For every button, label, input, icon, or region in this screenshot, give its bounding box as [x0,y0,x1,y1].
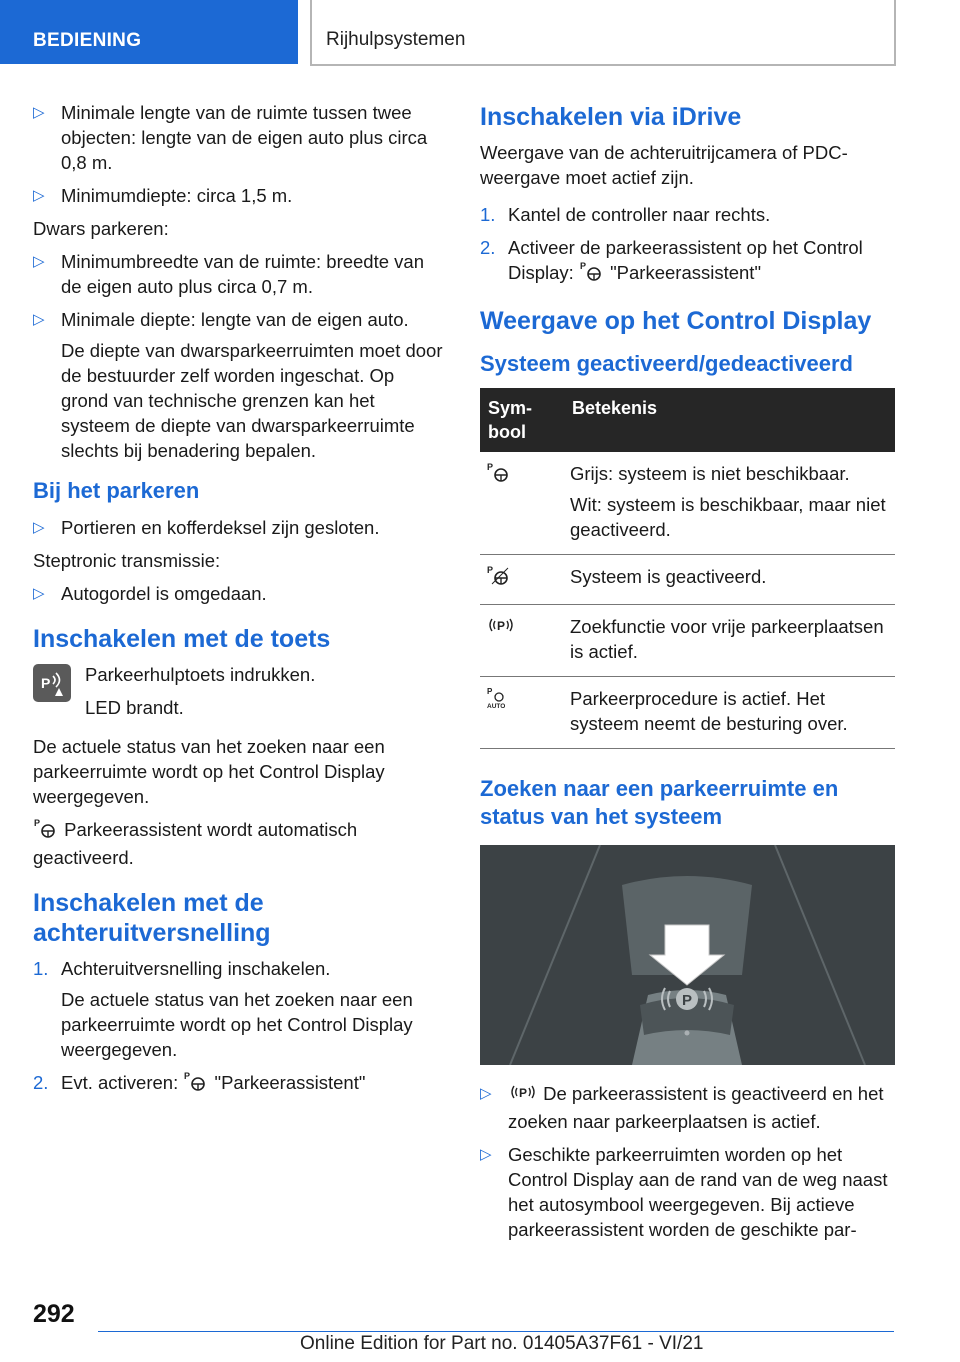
step-text: Achteruitversnelling inschakelen. [61,958,331,980]
section-tab [0,0,298,64]
park-assist-icon [183,1070,209,1098]
step-suffix: "Parkeerassistent" [610,262,762,283]
step-sub: De actuele status van het zoeken naar een parkeerruimte wordt op het Control Display weergegeven. [61,989,413,1061]
auto-activation-text [33,817,443,870]
svg-text:P: P [487,687,493,697]
park-auto-icon [486,686,512,716]
parking-illustration [480,845,895,1065]
meaning-cell [564,677,895,749]
idrive-intro: Weergave van de achteruitrijcamera of PDC-weergave moet actief zijn. [480,142,848,188]
page-number: 292 [33,1300,75,1328]
table-row [480,452,895,555]
step-number: 1. [33,958,49,980]
status-text: De actuele status van het zoeken naar een parkeerruimte wordt op het Control Display weergegeven. [33,736,385,807]
symbol-cell [480,677,564,749]
meaning-cell [564,605,895,677]
step-text: "Parkeerassistent" [214,1072,366,1094]
meaning-line: Systeem is geactiveerd. [570,566,767,588]
meaning-cell [564,555,895,605]
heading-system: Systeem geactiveerd/gedeactiveerd [480,351,853,377]
list-item: ▷ Minimumbreedte van de ruimte: breedte van de eigen auto plus circa 0,7 m. [33,249,443,299]
symbol-cell [480,605,564,677]
park-assist-active-icon [486,564,512,592]
table-row [480,555,895,605]
footer-rule [98,1331,894,1332]
list-item-text: Minimale diepte: lengte van de eigen auto. [61,309,409,330]
heading-parking: Bij het parkeren [33,478,200,503]
meaning-line: Grijs: systeem is niet beschikbaar. [570,463,850,485]
park-assist-icon [579,260,605,288]
auto-label: AUTO [487,703,506,711]
park-assist-icon [33,817,59,845]
col-meaning: Betekenis [564,388,895,452]
left-column [33,100,443,1106]
list-item-text: De parkeerassistent is geactiveerd en het zoeken naar parkeerplaatsen is actief. [508,1083,884,1133]
right-column [480,100,895,1250]
svg-text:P: P [41,675,51,691]
park-assist-button-icon [33,664,71,702]
steptronic-list [33,581,443,606]
step-item [480,202,895,227]
table-header-row [480,388,895,452]
table-row [480,677,895,749]
step-text: Activeer de parkeerassistent op het Control Display: [508,237,863,283]
step-number: 2. [33,1072,49,1094]
meaning-line: Zoekfunctie voor vrije parkeerplaatsen is actief. [570,616,884,663]
meaning-line: Parkeerprocedure is actief. Het systeem neemt de besturing over. [570,688,848,735]
park-assist-gray-icon [486,461,512,489]
steptronic-label: Steptronic transmissie: [33,550,221,571]
idrive-steps [480,202,895,288]
perpendicular-list [33,249,443,463]
heading-idrive: Inschakelen via iDrive [480,103,742,131]
list-item: ▷ Autogordel is omgedaan. [33,581,443,606]
button-action: Parkeerhulptoets indrukken. [85,664,316,685]
parking-conditions-list [33,515,443,540]
table-row [480,605,895,677]
symbol-cell [480,452,564,555]
footer-text: Online Edition for Part no. 01405A37F61 - VI/21 [300,1333,704,1354]
list-item [33,307,443,463]
col-symbol: Sym-bool [480,388,564,452]
svg-text:P: P [487,462,494,473]
svg-text:P: P [487,565,494,576]
space-length-list [33,100,443,208]
search-status-list [480,1081,895,1242]
park-search-icon [508,1081,538,1109]
list-item: ▷ Minimumdiepte: circa 1,5 m. [33,183,443,208]
svg-text:P: P [579,261,586,272]
svg-text:P: P [682,992,693,1010]
list-item: ▷ Geschikte parkeerruimten worden op het Control Display aan de rand van de weg naast het autosymbool weergegeven. Bij actieve parkeerassistent worden de geschikte par- [480,1142,895,1242]
auto-activation-label: Parkeerassistent wordt automatisch geactiveerd. [33,819,358,869]
step-text: Kantel de controller naar rechts. [508,204,771,225]
reverse-steps [33,956,443,1098]
list-item: ▷ Minimale lengte van de ruimte tussen twee objecten: lengte van de eigen auto plus circa 0,8 m. [33,100,443,175]
svg-text:P: P [34,818,41,829]
park-search-icon [486,614,516,642]
chapter-title: Rijhulpsystemen [326,29,466,50]
symbol-table [480,388,895,749]
step-item [33,1070,443,1098]
button-result: LED brandt. [85,697,184,718]
heading-search: Zoeken naar een parkeerruimte en status van het systeem [480,776,839,830]
step-number: 1. [480,204,496,225]
list-item [480,1081,895,1134]
step-prefix: Evt. activeren: [61,1072,179,1094]
section-title: BEDIENING [33,30,142,51]
heading-toets: Inschakelen met de toets [33,625,331,653]
svg-text:P: P [497,619,506,634]
step-number: 2. [480,237,496,258]
control-display-figure [480,845,895,1065]
svg-text:P: P [184,1071,191,1082]
dwars-label: Dwars parkeren: [33,218,169,239]
chapter-tab [310,0,896,66]
heading-display: Weergave op het Control Display [480,307,872,336]
park-button-instruction [33,662,443,720]
meaning-line: Wit: systeem is beschikbaar, maar niet geactiveerd. [570,494,886,541]
meaning-cell [564,452,895,555]
svg-text:P: ▷ P [519,1086,528,1101]
list-item: ▷ Portieren en kofferdeksel zijn gesloten. [33,515,443,540]
depth-note: De diepte van dwarsparkeerruimten moet door de bestuurder zelf worden ingeschat. Op grond van technische grenzen kan het systeem de diepte van dwarsparkeerruimte slechts bij benadering bepalen. [61,340,443,461]
heading-reverse: Inschakelen met de achteruitversnelling [33,889,271,948]
step-item [480,235,895,288]
step-item [33,956,443,1062]
symbol-cell [480,555,564,605]
